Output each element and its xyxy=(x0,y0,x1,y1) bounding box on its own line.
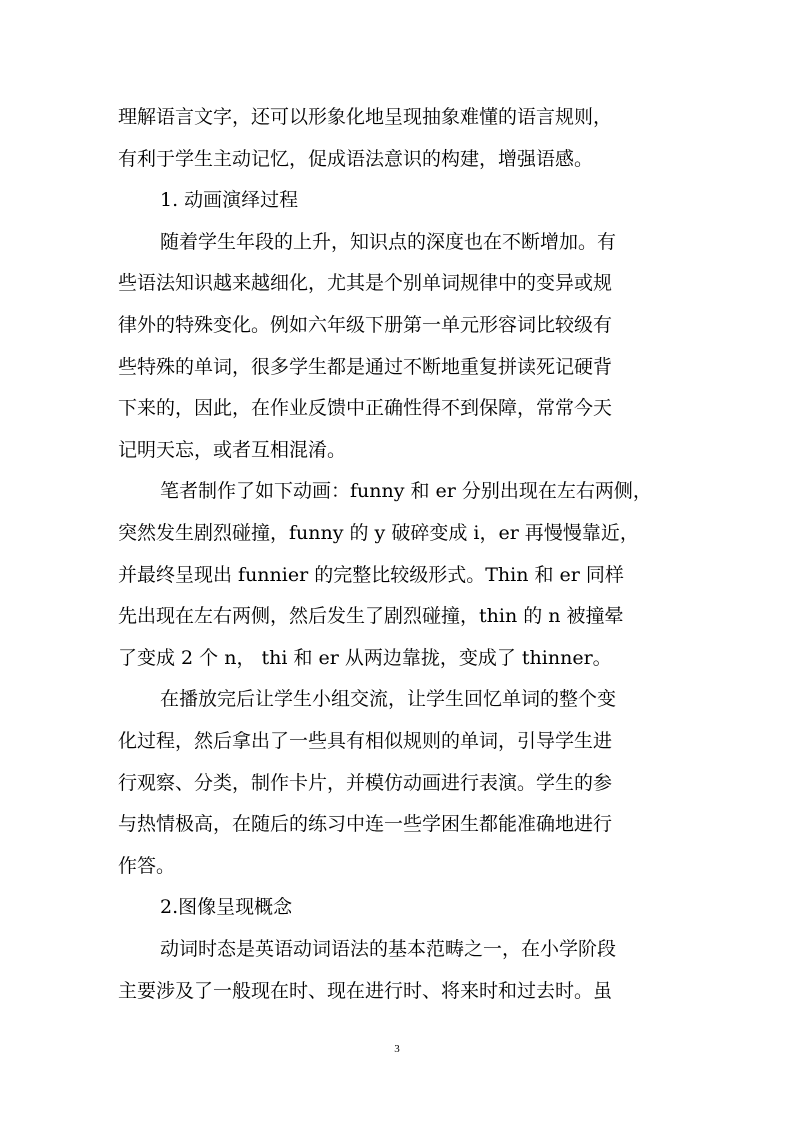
text-line: 在播放完后让学生小组交流，让学生回忆单词的整个变 xyxy=(160,688,617,711)
text-line: 并最终呈现出 funnier 的完整比较级形式。Thin 和 er 同样 xyxy=(118,563,624,586)
page-number: 3 xyxy=(394,1043,400,1055)
text-line: 先出现在左右两侧，然后发生了剧烈碰撞，thin 的 n 被撞晕 xyxy=(118,605,624,628)
text-line: 与热情极高，在随后的练习中连一些学困生都能准确地进行 xyxy=(118,813,613,836)
text-line: 化过程，然后拿出了一些具有相似规则的单词，引导学生进 xyxy=(118,730,613,752)
text-line: 笔者制作了如下动画：funny 和 er 分别出现在左右两侧， xyxy=(160,480,652,503)
text-line: 了变成 2 个 n， thi 和 er 从两边靠拢，变成了 thinner。 xyxy=(118,646,612,669)
text-line: 有利于学生主动记忆，促成语法意识的构建，增强语感。 xyxy=(118,147,594,170)
text-line: 律外的特殊变化。例如六年级下册第一单元形容词比较级有 xyxy=(118,314,613,336)
text-line: 些特殊的单词，很多学生都是通过不断地重复拼读死记硬背 xyxy=(118,355,613,378)
text-line: 动词时态是英语动词语法的基本范畴之一，在小学阶段 xyxy=(160,938,617,960)
text-line: 主要涉及了一般现在时、现在进行时、将来时和过去时。虽 xyxy=(118,979,613,1002)
text-line: 2.图像呈现概念 xyxy=(160,896,293,919)
text-line: 理解语言文字，还可以形象化地呈现抽象难懂的语言规则， xyxy=(118,106,613,128)
text-line: 随着学生年段的上升，知识点的深度也在不断增加。有 xyxy=(160,230,617,253)
text-line: 突然发生剧烈碰撞，funny 的 y 破碎变成 i，er 再慢慢靠近， xyxy=(118,522,639,544)
text-line: 作答。 xyxy=(118,854,176,877)
text-line: 些语法知识越来越细化，尤其是个别单词规律中的变异或规 xyxy=(118,272,613,295)
text-line: 1. 动画演绎过程 xyxy=(160,189,299,212)
text-line: 记明天忘，或者互相混淆。 xyxy=(118,438,347,461)
text-line: 行观察、分类，制作卡片，并模仿动画进行表演。学生的参 xyxy=(118,771,613,794)
text-line: 下来的，因此，在作业反馈中正确性得不到保障，常常今天 xyxy=(118,397,613,420)
